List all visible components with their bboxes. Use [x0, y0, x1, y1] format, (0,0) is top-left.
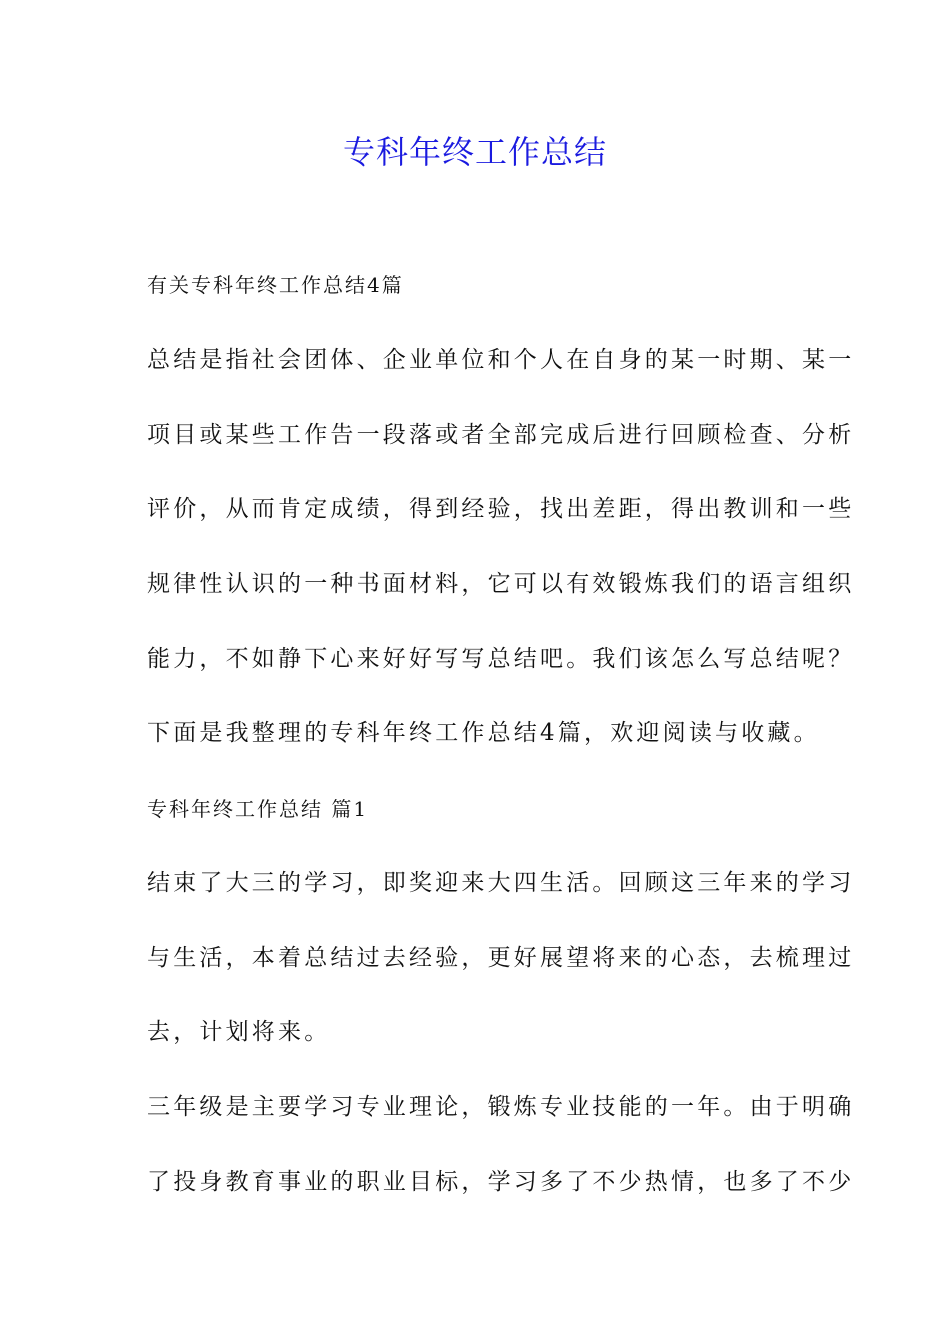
section-heading: 专科年终工作总结 篇1	[147, 797, 369, 821]
paragraph-line: 去，计划将来。	[147, 1019, 331, 1045]
paragraph-line: 规律性认识的一种书面材料，它可以有效锻炼我们的语言组织	[147, 571, 855, 597]
paragraph-line: 评价，从而肯定成绩，得到经验，找出差距，得出教训和一些	[147, 496, 855, 522]
paragraph-line: 下面是我整理的专科年终工作总结4篇，欢迎阅读与收藏。	[147, 720, 820, 746]
document-title: 专科年终工作总结	[342, 133, 607, 171]
paragraph-line: 结束了大三的学习，即奖迎来大四生活。回顾这三年来的学习	[147, 870, 855, 896]
subtitle-line: 有关专科年终工作总结4篇	[147, 273, 404, 297]
paragraph-line: 与生活，本着总结过去经验，更好展望将来的心态，去梳理过	[147, 945, 855, 971]
paragraph-line: 了投身教育事业的职业目标，学习多了不少热情，也多了不少	[147, 1169, 855, 1195]
paragraph-line: 项目或某些工作告一段落或者全部完成后进行回顾检查、分析	[147, 422, 855, 448]
paragraph-line: 总结是指社会团体、企业单位和个人在自身的某一时期、某一	[147, 347, 855, 373]
paragraph-line: 能力，不如静下心来好好写写总结吧。我们该怎么写总结呢？	[147, 646, 855, 672]
paragraph-line: 三年级是主要学习专业理论，锻炼专业技能的一年。由于明确	[147, 1094, 855, 1120]
